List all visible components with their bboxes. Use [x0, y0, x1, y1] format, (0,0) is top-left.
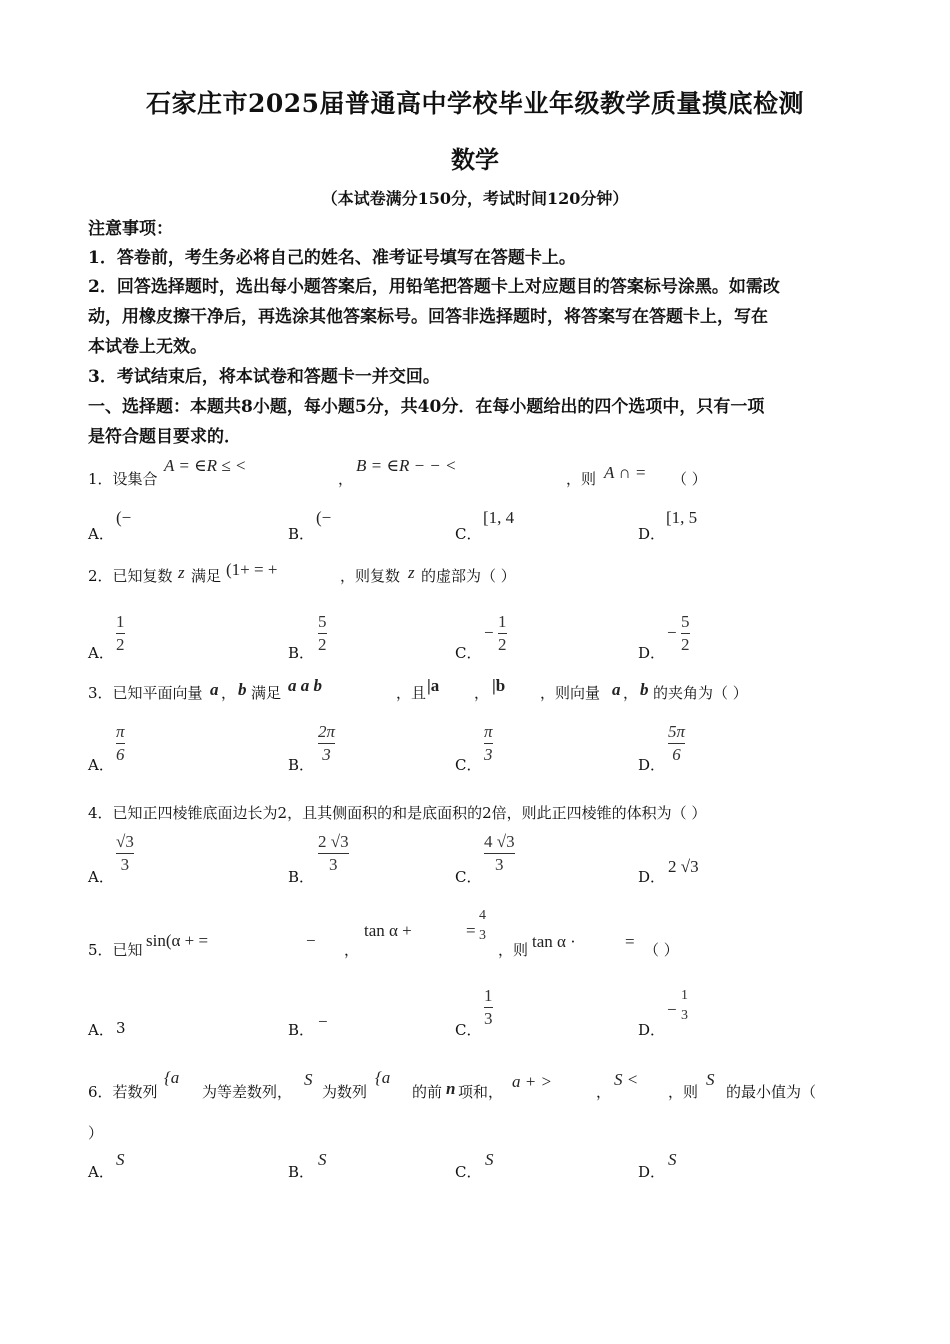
q6-option-d: S: [668, 1150, 677, 1169]
q2-var-z-2: z: [408, 563, 415, 582]
q2-option-c-sign: −: [484, 623, 494, 642]
q5-fraction: 4 3: [479, 908, 486, 943]
q5-option-c-label: C．: [455, 1021, 482, 1039]
q6-n: n: [446, 1079, 456, 1098]
q2-suffix-2: 的虚部为（ ）: [421, 567, 516, 585]
q5-option-d-sign: −: [667, 1000, 677, 1019]
q4-option-b-fraction: 2 √3 3: [318, 832, 349, 874]
q2-prefix: 2．已知复数: [88, 567, 173, 585]
q3-option-c-fraction: π 3: [484, 722, 493, 764]
q5-minus: −: [306, 931, 316, 950]
q5-eq3-equals: =: [625, 932, 635, 951]
q2-option-b-fraction: 5 2: [318, 612, 327, 654]
q5-eq2-equals: =: [466, 921, 476, 940]
q6-mid2: 为数列: [322, 1083, 368, 1101]
q2-option-c-fraction: 1 2: [498, 612, 507, 654]
q3-prefix: 3．已知平面向量: [88, 684, 203, 702]
q5-option-b: −: [318, 1012, 328, 1031]
q6-s: S: [304, 1070, 313, 1089]
q4-option-a-label: A．: [88, 868, 114, 886]
q6-option-b: S: [318, 1150, 327, 1169]
q3-comma-2: ，: [474, 684, 490, 702]
q4-option-d-label: D．: [638, 868, 666, 886]
q1-then: ，则: [566, 470, 597, 488]
q3-comma-3: ，: [623, 684, 639, 702]
q1-option-d-label: D．: [638, 525, 666, 543]
q3-mid: 满足: [251, 684, 282, 702]
q2-option-a-fraction: 1 2: [116, 612, 125, 654]
q5-comma: ，: [344, 941, 360, 959]
q5-then: ，则: [498, 941, 529, 959]
q4-option-d: 2 √3: [668, 857, 699, 876]
q6-option-d-label: D．: [638, 1163, 666, 1181]
q1-set-a: A = ∈R ≤ <: [164, 456, 247, 475]
q4-option-b-label: B．: [288, 868, 315, 886]
q6-option-a: S: [116, 1150, 125, 1169]
q3-abs-b: |b: [492, 676, 506, 695]
q4-text: 4．已知正四棱锥底面边长为2，且其侧面积的和是底面积的2倍，则此正四棱锥的体积为（ ）: [88, 804, 707, 822]
q2-mid: 满足: [191, 567, 222, 585]
q6-suffix: 的最小值为（: [726, 1083, 817, 1101]
q6-close: ）: [88, 1124, 104, 1142]
q3-option-a-fraction: π 6: [116, 722, 125, 764]
q5-option-d-label: D．: [638, 1021, 666, 1039]
q1-option-c-label: C．: [455, 525, 482, 543]
q5-eq1: sin(α + =: [146, 931, 209, 950]
q1-option-a: (−: [116, 508, 132, 527]
q1-option-a-label: A．: [88, 525, 114, 543]
q1-option-b-label: B．: [288, 525, 315, 543]
q2-option-d-sign: −: [667, 623, 677, 642]
q5-paren: （ ）: [644, 941, 679, 959]
q5-eq2: tan α +: [364, 921, 412, 940]
q3-comma: ，: [221, 684, 237, 702]
q6-comma: ，: [596, 1083, 612, 1101]
q3-vec-a-2: a: [612, 680, 621, 699]
q6-option-c-label: C．: [455, 1163, 482, 1181]
notice-heading: 注意事项：: [88, 219, 173, 239]
q4-option-a-fraction: √3 3: [116, 832, 134, 874]
q3-equation: a a b: [288, 676, 322, 695]
q3-option-d-fraction: 5π 6: [668, 722, 686, 764]
q3-option-c-label: C．: [455, 756, 482, 774]
subject-title: 数学: [451, 145, 499, 174]
exam-info: （本试卷满分150分，考试时间120分钟）: [321, 189, 629, 208]
q1-option-b: (−: [316, 508, 332, 527]
q6-seq: {a: [164, 1068, 180, 1087]
q2-suffix: ，则复数: [340, 567, 401, 585]
q2-equation: (1+ = +: [226, 560, 278, 579]
q5-option-c-fraction: 1 3: [484, 986, 493, 1028]
q6-option-b-label: B．: [288, 1163, 315, 1181]
q6-mid4: 项和，: [458, 1083, 504, 1101]
q1-option-c: [1, 4: [483, 508, 515, 527]
notice-item-1: 1．答卷前，考生务必将自己的姓名、准考证号填写在答题卡上。: [88, 248, 576, 268]
notice-item-2-end: 本试卷上无效。: [88, 337, 207, 357]
q3-abs-a: |a: [427, 676, 440, 695]
q6-cond2: S <: [614, 1070, 639, 1089]
q6-mid3: 的前: [412, 1083, 443, 1101]
q1-comma: ，: [338, 470, 354, 488]
section-heading-cont: 是符合题目要求的．: [88, 427, 241, 447]
q1-prefix: 1．设集合: [88, 470, 158, 488]
q2-option-b-label: B．: [288, 644, 315, 662]
q2-option-d-label: D．: [638, 644, 666, 662]
q1-paren: （ ）: [672, 470, 707, 488]
q5-option-d-fraction: 1 3: [681, 988, 688, 1023]
q3-and: ，且: [396, 684, 427, 702]
q3-suffix: ，则向量: [540, 684, 601, 702]
q6-option-a-label: A．: [88, 1163, 114, 1181]
q6-prefix: 6．若数列: [88, 1083, 158, 1101]
q2-option-a-label: A．: [88, 644, 114, 662]
q3-suffix-2: 的夹角为（ ）: [653, 684, 748, 702]
notice-item-2: 2．回答选择题时，选出每小题答案后，用铅笔把答题卡上对应题目的答案标号涂黑。如需改: [88, 277, 780, 297]
q6-then: ，则: [668, 1083, 699, 1101]
q6-s-2: S: [706, 1070, 715, 1089]
q4-option-c-label: C．: [455, 868, 482, 886]
q3-option-b-fraction: 2π 3: [318, 722, 336, 764]
q3-option-d-label: D．: [638, 756, 666, 774]
notice-item-3: 3．考试结束后，将本试卷和答题卡一并交回。: [88, 367, 440, 387]
q3-option-a-label: A．: [88, 756, 114, 774]
q5-option-b-label: B．: [288, 1021, 315, 1039]
q5-option-a: 3: [116, 1019, 126, 1037]
q2-option-c-label: C．: [455, 644, 482, 662]
q1-set-b: B = ∈R − − <: [356, 456, 457, 475]
q5-prefix: 5．已知: [88, 941, 143, 959]
q6-mid1: 为等差数列，: [202, 1083, 293, 1101]
q6-cond1: a + >: [512, 1072, 552, 1091]
q2-var-z: z: [178, 563, 185, 582]
q6-option-c: S: [485, 1150, 494, 1169]
q2-option-d-fraction: 5 2: [681, 612, 690, 654]
q3-option-b-label: B．: [288, 756, 315, 774]
q5-option-a-label: A．: [88, 1021, 114, 1039]
q3-vec-a: a: [210, 680, 219, 699]
q1-expr: A ∩ =: [604, 463, 647, 482]
q4-option-c-fraction: 4 √3 3: [484, 832, 515, 874]
page-title: 石家庄市2025届普通高中学校毕业年级教学质量摸底检测: [145, 89, 805, 118]
notice-item-2-cont: 动，用橡皮擦干净后，再选涂其他答案标号。回答非选择题时，将答案写在答题卡上，写在: [88, 307, 768, 327]
section-heading: 一、选择题：本题共8小题，每小题5分，共40分．在每小题给出的四个选项中，只有一项: [88, 397, 765, 417]
q5-eq3: tan α ·: [532, 932, 576, 951]
q3-vec-b-2: b: [640, 680, 649, 699]
q6-seq-2: {a: [375, 1068, 391, 1087]
q3-vec-b: b: [238, 680, 247, 699]
q1-option-d: [1, 5: [666, 508, 698, 527]
